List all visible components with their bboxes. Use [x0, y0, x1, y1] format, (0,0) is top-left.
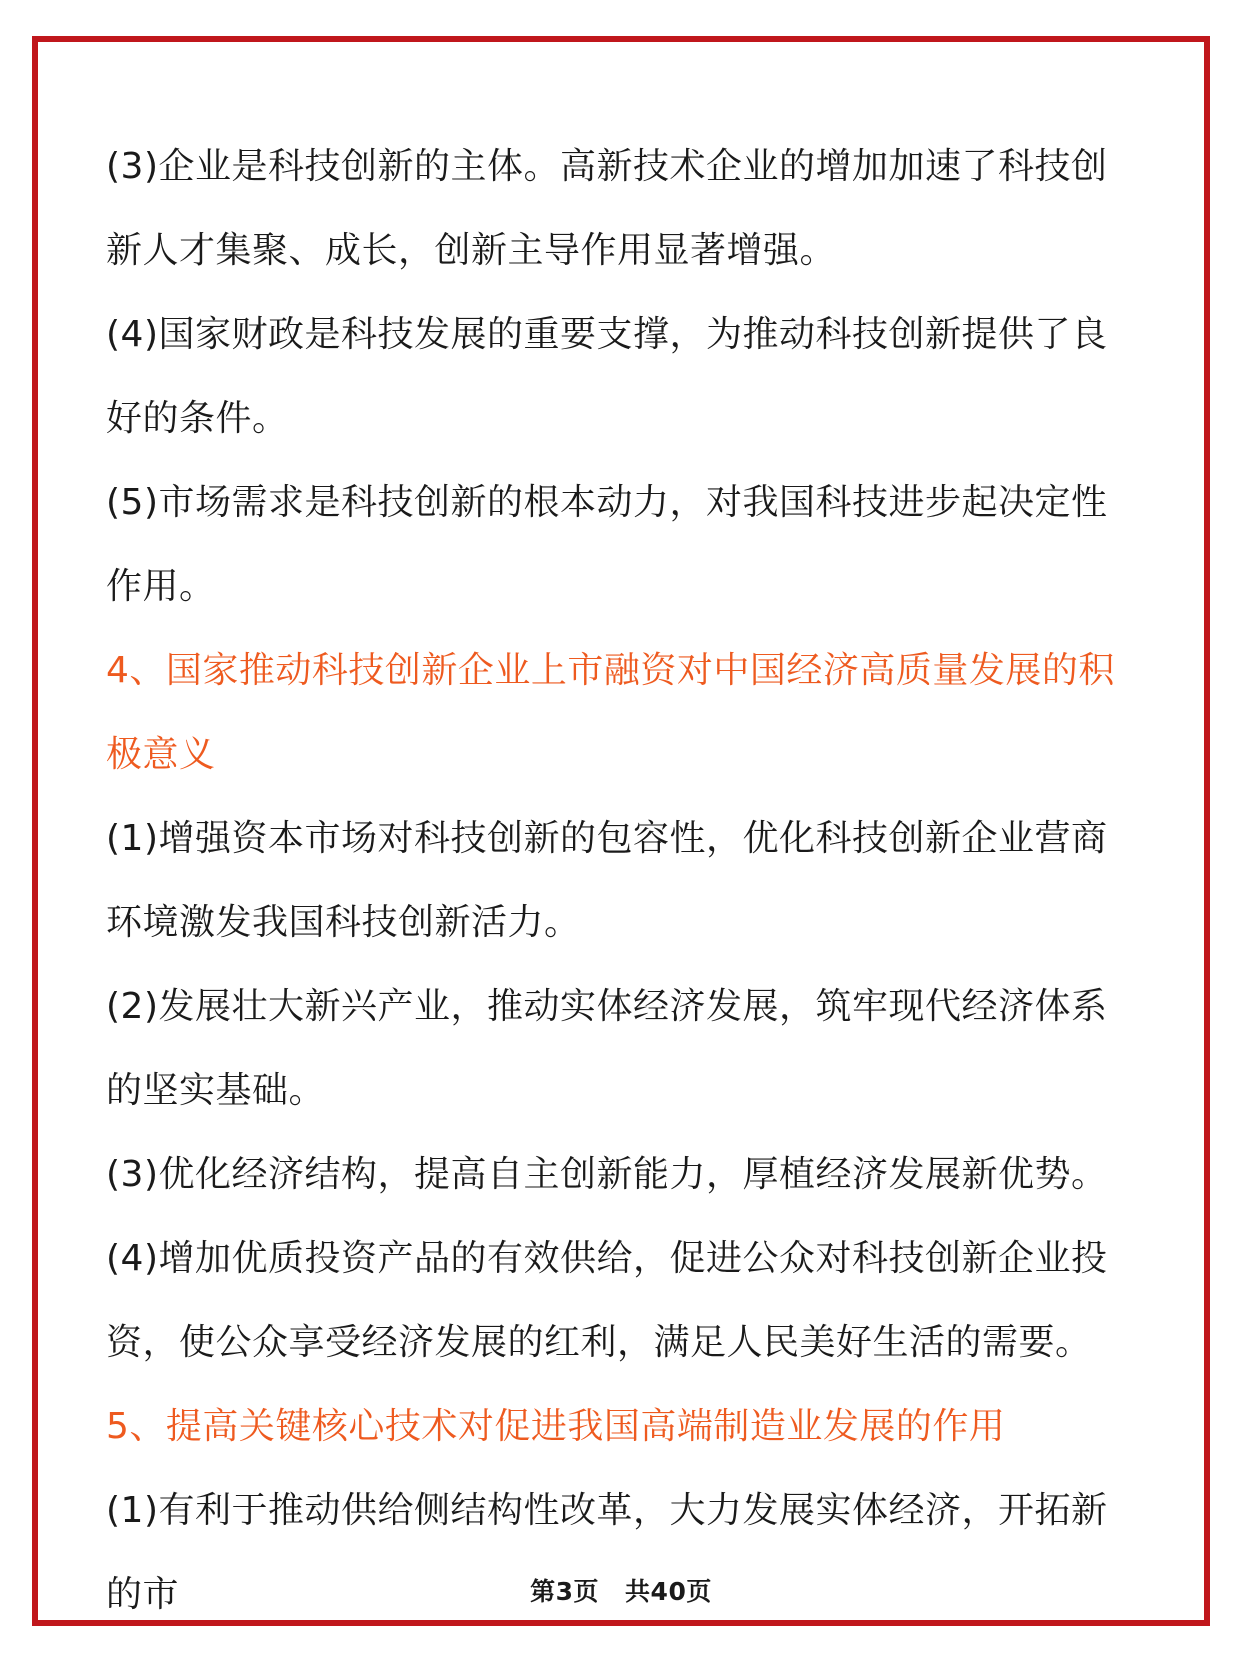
paragraph-2-industry: (2)发展壮大新兴产业，推动实体经济发展，筑牢现代经济体系的坚实基础。 [106, 986, 1108, 1111]
paragraph-1-supply-side: (1)有利于推动供给侧结构性改革，大力发展实体经济，开拓新的市 [106, 1490, 1108, 1615]
page-total: 共40页 [625, 1577, 712, 1606]
page-footer [0, 1572, 1242, 1608]
paragraph-3-structure: (3)优化经济结构，提高自主创新能力，厚植经济发展新优势。 [106, 1154, 1108, 1195]
document-body [106, 125, 1136, 1637]
section-heading-5: 5、提高关键核心技术对促进我国高端制造业发展的作用 [106, 1406, 1006, 1447]
page-number: 第3页 [530, 1577, 600, 1606]
section-heading-4: 4、国家推动科技创新企业上市融资对中国经济高质量发展的积极意义 [106, 650, 1115, 775]
paragraph-5-market: (5)市场需求是科技创新的根本动力，对我国科技进步起决定性作用。 [106, 482, 1108, 607]
paragraph-4-finance: (4)国家财政是科技发展的重要支撑，为推动科技创新提供了良好的条件。 [106, 314, 1108, 439]
paragraph-3-enterprise: (3)企业是科技创新的主体。高新技术企业的增加加速了科技创新人才集聚、成长，创新主导作用显著增强。 [106, 146, 1108, 271]
paragraph-4-investment: (4)增加优质投资产品的有效供给，促进公众对科技创新企业投资，使公众享受经济发展的红利，满足人民美好生活的需要。 [106, 1238, 1108, 1363]
paragraph-1-capital-market: (1)增强资本市场对科技创新的包容性，优化科技创新企业营商环境激发我国科技创新活力。 [106, 818, 1108, 943]
